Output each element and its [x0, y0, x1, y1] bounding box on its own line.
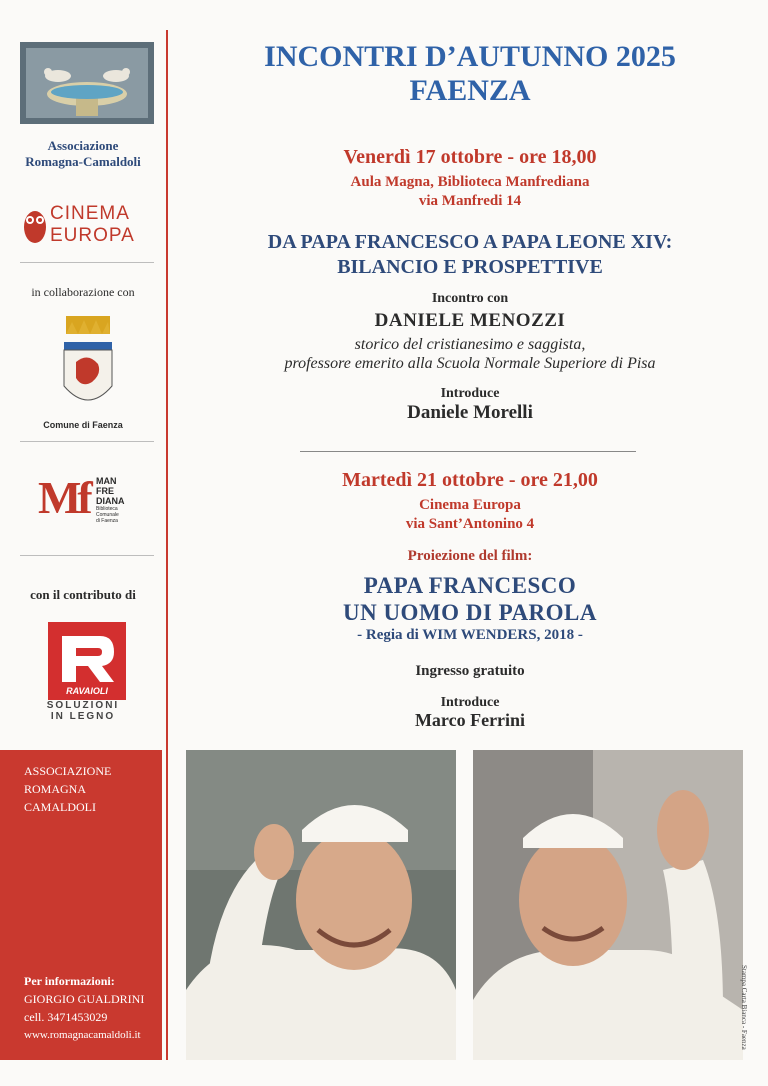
info-box: [0, 750, 162, 1060]
association-line2: Romagna-Camaldoli: [25, 154, 141, 169]
pope-francis-photo: [186, 750, 456, 1060]
event1-intro-label: Incontro con: [431, 291, 509, 306]
website-link[interactable]: www.romagnacamaldoli.it: [24, 1029, 141, 1041]
manfrediana-line2: FRE: [96, 486, 114, 496]
cinema-europa-logo: [50, 203, 135, 247]
event1-speaker-desc: [180, 335, 760, 373]
collaboration-label: in collaborazione con: [31, 285, 135, 299]
event1-date: Venerdì 17 ottobre - ore 18,00: [343, 146, 597, 168]
title-line1: INCONTRI D’AUTUNNO 2025: [264, 40, 676, 73]
event2-director: - Regia di WIM WENDERS, 2018 -: [357, 627, 583, 643]
comune-label: Comune di Faenza: [43, 420, 123, 430]
event1-speaker: DANIELE MENOZZI: [374, 310, 566, 331]
event2-screening-label: Proiezione del film:: [407, 548, 533, 564]
page-title: [180, 40, 760, 108]
pope-leo-photo: [473, 750, 743, 1060]
sidebar-separator: [20, 441, 154, 442]
speaker-desc-line1: storico del cristianesimo e saggista,: [354, 336, 586, 353]
owl-icon: [22, 205, 48, 245]
cinema-logo-line1: CINEMA: [50, 203, 130, 224]
event1-title: [180, 230, 760, 280]
event1-title-line1: DA PAPA FRANCESCO A PAPA LEONE XIV:: [267, 231, 673, 253]
event2-entry: Ingresso gratuito: [415, 663, 525, 679]
event1-title-line2: BILANCIO E PROSPETTIVE: [337, 256, 603, 278]
org-line1: ASSOCIAZIONE: [24, 764, 112, 778]
manfrediana-sub1: Biblioteca: [96, 506, 118, 512]
org-line2: ROMAGNA: [24, 782, 87, 796]
contact-name: GIORGIO GUALDRINI: [24, 992, 145, 1006]
association-line1: Associazione: [47, 138, 119, 153]
association-name: [0, 138, 166, 170]
solutions-label: [0, 700, 166, 722]
event2-date: Martedì 21 ottobre - ore 21,00: [342, 469, 598, 491]
org-line3: CAMALDOLI: [24, 800, 96, 814]
ravaioli-label: RAVAIOLI: [66, 686, 108, 696]
ravaioli-logo: [48, 622, 126, 700]
film-title-line2: UN UOMO DI PAROLA: [342, 600, 598, 625]
solutions-line2: IN LEGNO: [50, 711, 116, 722]
manfrediana-sub3: di Faenza: [96, 518, 118, 524]
sidebar-separator: [20, 555, 154, 556]
event2-film-title: [180, 572, 760, 626]
event2-address: via Sant’Antonino 4: [405, 516, 535, 532]
title-line2: FAENZA: [409, 74, 531, 107]
event1-address: via Manfredi 14: [418, 193, 522, 209]
sidebar-separator: [20, 262, 154, 263]
film-title-line1: PAPA FRANCESCO: [363, 573, 577, 598]
event1-venue: Aula Magna, Biblioteca Manfrediana: [350, 174, 590, 190]
vertical-divider: [166, 30, 168, 1060]
speaker-desc-line2: professore emerito alla Scuola Normale Superiore di Pisa: [284, 355, 656, 372]
manfrediana-sub2: Comunale: [96, 512, 119, 518]
event2-venue: Cinema Europa: [419, 497, 521, 513]
manfrediana-logo: [38, 470, 158, 530]
solutions-line1: SOLUZIONI: [46, 700, 120, 711]
event2-host-label: Introduce: [440, 695, 500, 710]
manfrediana-line1: MAN: [96, 476, 117, 486]
doves-mosaic-image: [20, 42, 154, 124]
mf-icon: Mf: [38, 472, 89, 523]
contribution-label: con il contributo di: [30, 587, 136, 602]
event1-host: Daniele Morelli: [407, 402, 533, 423]
faenza-crest-icon: [58, 316, 118, 416]
event1-host-label: Introduce: [440, 386, 500, 401]
cinema-logo-line2: EUROPA: [50, 225, 135, 246]
contact-phone: cell. 3471453029: [24, 1010, 108, 1024]
event-separator: [300, 451, 636, 452]
print-credit: Stampa Carta Bianca - Faenza: [740, 965, 748, 1050]
event2-host: Marco Ferrini: [414, 710, 526, 730]
info-label: Per informazioni:: [24, 974, 115, 988]
manfrediana-line3: DIANA: [96, 496, 125, 506]
